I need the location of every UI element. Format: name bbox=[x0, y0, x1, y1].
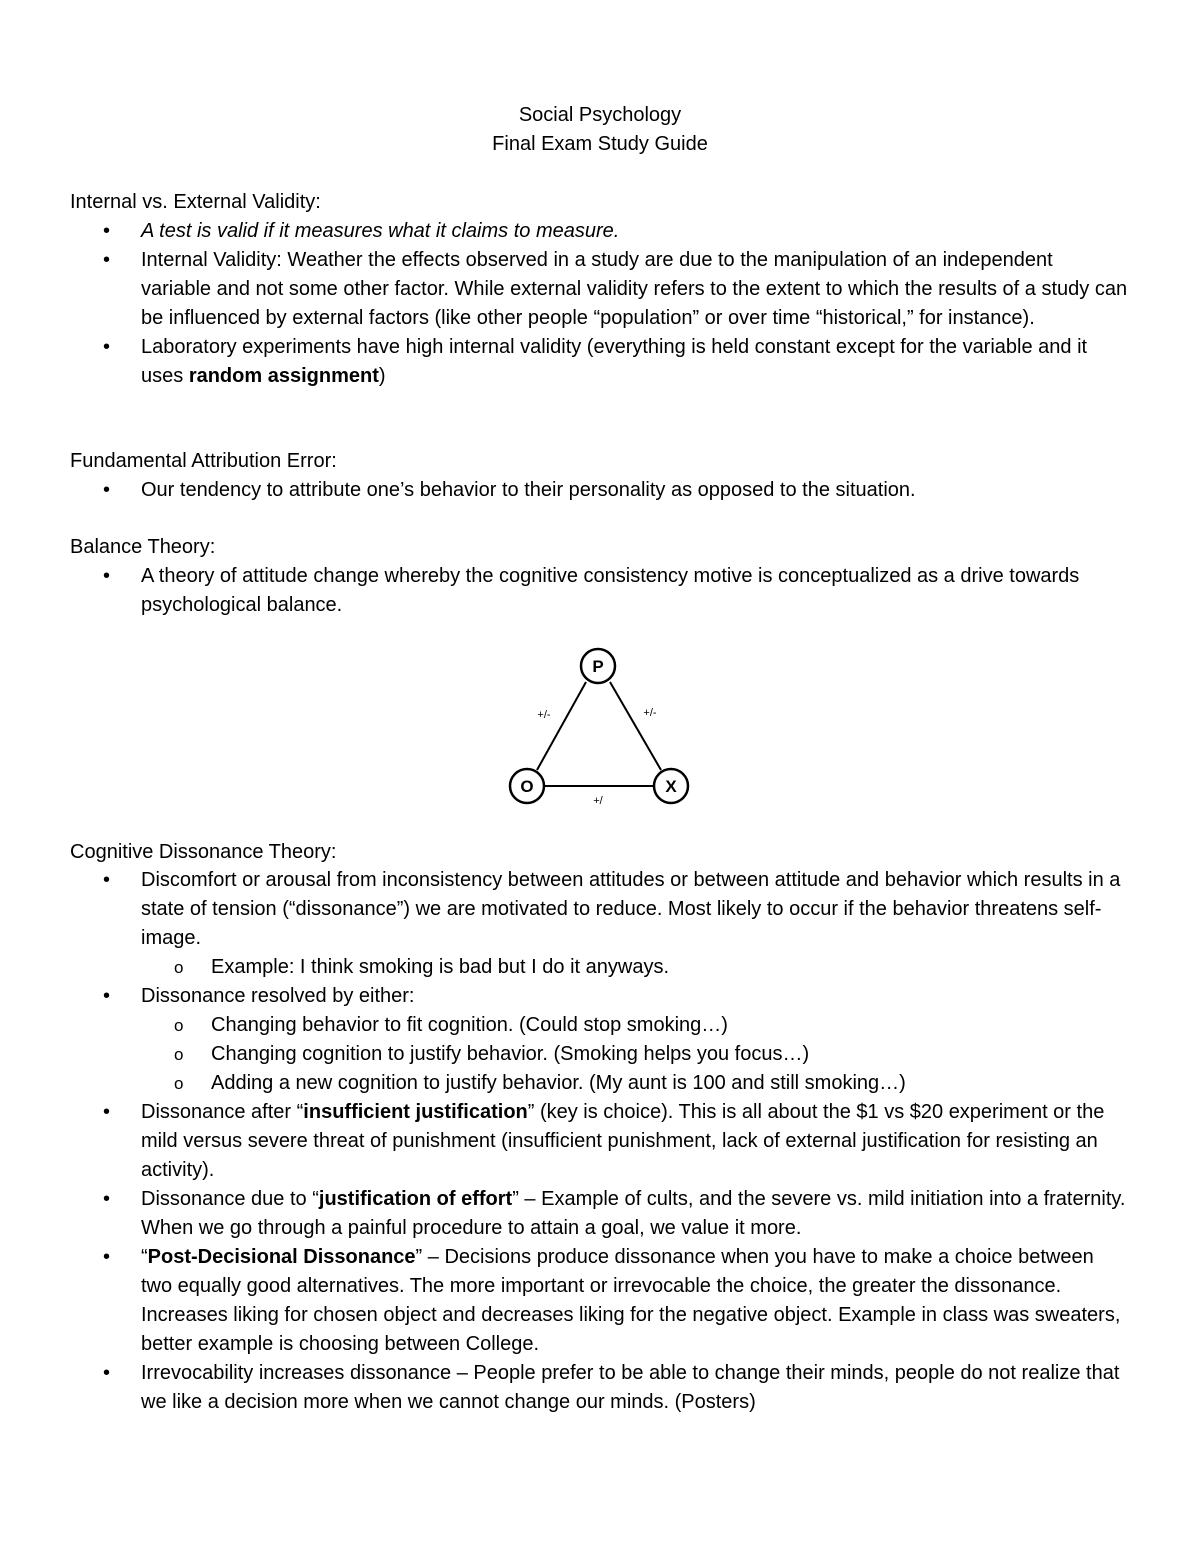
fae-definition: Our tendency to attribute one’s behavior to their personality as opposed to the situation. bbox=[141, 479, 916, 501]
insufficient-justification-pre: Dissonance after “ bbox=[141, 1101, 304, 1123]
heading-fae: Fundamental Attribution Error: bbox=[70, 450, 337, 472]
dissonance-list bbox=[0, 866, 1200, 1417]
node-p-label: P bbox=[592, 657, 604, 676]
bullet-icon: • bbox=[103, 249, 111, 271]
node-x-label: X bbox=[665, 777, 677, 796]
list-item bbox=[0, 866, 1200, 953]
title-line-2: Final Exam Study Guide bbox=[492, 133, 708, 155]
lab-experiments-text: Laboratory experiments have high internal validity (everything is held constant except for the variable and it uses bbox=[141, 336, 1088, 387]
justification-effort-text: ” – Example of cults, and the severe vs. mild initiation into a fraternity. When we go through a painful procedure to attain a goal, we value it more. bbox=[141, 1188, 1126, 1239]
list-item bbox=[0, 562, 1200, 620]
heading-dissonance: Cognitive Dissonance Theory: bbox=[70, 841, 337, 863]
title-line-1: Social Psychology bbox=[518, 104, 682, 126]
document-title bbox=[0, 101, 1200, 159]
resolve-option-3: Adding a new cognition to justify behavior. (My aunt is 100 and still smoking…) bbox=[211, 1072, 906, 1094]
bullet-icon: • bbox=[103, 220, 111, 242]
random-assignment-term: random assignment bbox=[188, 365, 379, 387]
list-item bbox=[0, 246, 1200, 333]
heading-validity: Internal vs. External Validity: bbox=[70, 191, 321, 213]
resolve-option-2: Changing cognition to justify behavior. (Smoking helps you focus…) bbox=[211, 1043, 810, 1065]
post-decisional-pre: “ bbox=[141, 1246, 148, 1268]
heading-balance: Balance Theory: bbox=[70, 536, 216, 558]
post-decisional-term: Post-Decisional Dissonance bbox=[147, 1246, 416, 1268]
sub-bullet-icon: o bbox=[174, 1045, 184, 1064]
bullet-icon: • bbox=[103, 1101, 111, 1123]
balance-list bbox=[0, 562, 1200, 620]
sub-list-item bbox=[0, 1011, 1200, 1040]
bullet-icon: • bbox=[103, 985, 111, 1007]
list-item bbox=[0, 1185, 1200, 1243]
insufficient-justification-text: ” (key is choice). This is all about the $1 vs $20 experiment or the mild versus severe threat of punishment (insufficient punishment, lack of external justification for resisting an activity). bbox=[141, 1101, 1105, 1181]
sub-list-item bbox=[0, 1069, 1200, 1098]
bullet-icon: • bbox=[103, 565, 111, 587]
bullet-icon: • bbox=[103, 479, 111, 501]
insufficient-justification-term: insufficient justification bbox=[303, 1101, 528, 1123]
list-item bbox=[0, 1243, 1200, 1359]
resolve-option-1: Changing behavior to fit cognition. (Could stop smoking…) bbox=[211, 1014, 728, 1036]
bullet-icon: • bbox=[103, 1188, 111, 1210]
bullet-icon: • bbox=[103, 1246, 111, 1268]
edge-label-bottom: +/ bbox=[593, 795, 603, 807]
smoking-example: Example: I think smoking is bad but I do it anyways. bbox=[211, 956, 669, 978]
list-item bbox=[0, 217, 1200, 246]
edge-label-right: +/- bbox=[643, 707, 657, 719]
sub-list-item bbox=[0, 953, 1200, 982]
sub-bullet-icon: o bbox=[174, 1016, 184, 1035]
list-item bbox=[0, 476, 1200, 505]
justification-effort-term: justification of effort bbox=[318, 1188, 513, 1210]
list-item bbox=[0, 1098, 1200, 1185]
node-o-label: O bbox=[520, 777, 534, 796]
balance-triangle-diagram bbox=[500, 644, 700, 814]
irrevocability-text: Irrevocability increases dissonance – People prefer to be able to change their minds, people do not realize that we like a decision more when we cannot change our minds. (Posters) bbox=[141, 1362, 1120, 1413]
bullet-icon: • bbox=[103, 1362, 111, 1384]
bullet-icon: • bbox=[103, 336, 111, 358]
validity-list bbox=[0, 217, 1200, 391]
sub-bullet-icon: o bbox=[174, 958, 184, 977]
resolved-by-text: Dissonance resolved by either: bbox=[141, 985, 415, 1007]
edge-p-x bbox=[610, 682, 661, 770]
list-item bbox=[0, 1359, 1200, 1417]
post-decisional-text: ” – Decisions produce dissonance when you have to make a choice between two equally good alternatives. The more important or irrevocable the choice, the greater the dissonance. Increases liking for chosen object and decreases liking for the negative object. Example in class was sweaters, better example is choosing between College. bbox=[141, 1246, 1121, 1355]
lab-experiments-text-end: ) bbox=[378, 365, 386, 387]
justification-effort-pre: Dissonance due to “ bbox=[141, 1188, 319, 1210]
sub-list-item bbox=[0, 1040, 1200, 1069]
fae-list bbox=[0, 476, 1200, 505]
edge-p-o bbox=[537, 682, 586, 770]
dissonance-definition: Discomfort or arousal from inconsistency between attitudes or between attitude and behavior which results in a state of tension (“dissonance”) we are motivated to reduce. Most likely to occur if the behavior threatens self-image. bbox=[141, 869, 1121, 949]
sub-bullet-icon: o bbox=[174, 1074, 184, 1093]
list-item bbox=[0, 333, 1200, 391]
edge-label-left: +/- bbox=[537, 709, 551, 721]
balance-definition: A theory of attitude change whereby the cognitive consistency motive is conceptualized as a drive towards psychological balance. bbox=[141, 565, 1080, 616]
internal-validity-text: Internal Validity: Weather the effects observed in a study are due to the manipulation of an independent variable and not some other factor. While external validity refers to the extent to which the results of a study can be influenced by external factors (like other people “population” or over time “historical,” for instance). bbox=[141, 249, 1128, 329]
validity-definition: A test is valid if it measures what it claims to measure. bbox=[141, 220, 620, 242]
bullet-icon: • bbox=[103, 869, 111, 891]
list-item bbox=[0, 982, 1200, 1011]
